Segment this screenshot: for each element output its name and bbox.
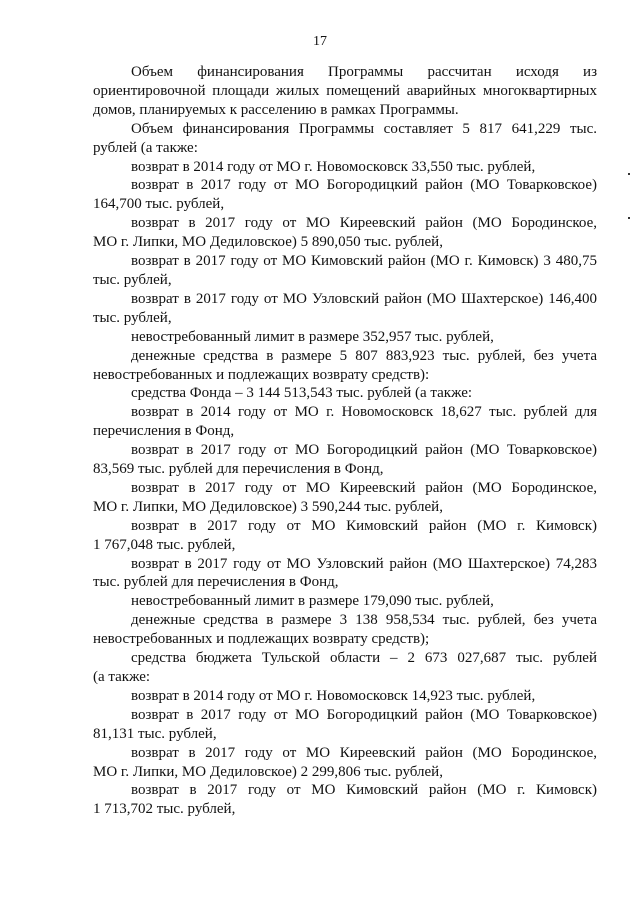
paragraph-first-line: возврат в 2017 году от МО Богородицкий район (МО Товарковское) (131, 177, 597, 194)
paragraph (93, 158, 597, 177)
paragraph (93, 479, 597, 517)
paragraph (93, 120, 597, 158)
paragraph-first-line: возврат в 2014 году от МО г. Новомосковск 14,923 тыс. рублей, (131, 687, 536, 704)
paragraph-first-line: средства бюджета Тульской области – 2 673 027,687 тыс. рублей (131, 650, 597, 667)
paragraph (93, 63, 597, 120)
scan-mark (628, 217, 630, 219)
paragraph-continuation: 1 713,702 тыс. рублей, (93, 801, 236, 818)
paragraph (93, 328, 597, 347)
paragraph (93, 403, 597, 441)
paragraph (93, 517, 597, 555)
paragraph (93, 744, 597, 782)
paragraph-continuation: невостребованных и подлежащих возврату средств): (93, 366, 430, 383)
paragraph-first-line: возврат в 2017 году от МО Кимовский район (МО г. Кимовск) 3 480,75 (131, 253, 597, 270)
paragraph (93, 611, 597, 649)
paragraph-first-line: Объем финансирования Программы рассчитан исходя из (131, 64, 597, 80)
paragraph-first-line: возврат в 2017 году от МО Узловский район (МО Шахтерское) 146,400 (131, 290, 597, 307)
paragraph-continuation: МО г. Липки, МО Дедиловское) 5 890,050 тыс. рублей, (93, 234, 443, 251)
paragraph-continuation: 1 767,048 тыс. рублей, (93, 536, 236, 553)
paragraph-first-line: невостребованный лимит в размере 179,090 тыс. рублей, (131, 593, 494, 610)
paragraph-continuation: 164,700 тыс. рублей, (93, 196, 225, 213)
paragraph-continuation: МО г. Липки, МО Дедиловское) 3 590,244 тыс. рублей, (93, 498, 443, 515)
paragraph (93, 384, 597, 403)
paragraph-first-line: возврат в 2017 году от МО Богородицкий район (МО Товарковское) (131, 706, 597, 723)
paragraph (93, 252, 597, 290)
document-body (93, 63, 597, 819)
paragraph-continuation: невостребованных и подлежащих возврату средств); (93, 631, 430, 648)
paragraph (93, 649, 597, 687)
paragraph (93, 555, 597, 593)
scan-mark (628, 173, 630, 175)
paragraph-first-line: возврат в 2014 году от МО г. Новомосковск 33,550 тыс. рублей, (131, 158, 536, 175)
paragraph (93, 592, 597, 611)
paragraph-continuation: МО г. Липки, МО Дедиловское) 2 299,806 тыс. рублей, (93, 763, 443, 780)
paragraph-continuation: тыс. рублей, (93, 309, 172, 326)
paragraph-first-line: возврат в 2017 году от МО Киреевский район (МО Бородинское, (131, 215, 597, 232)
page-number: 17 (313, 34, 327, 49)
paragraph (93, 290, 597, 328)
paragraph-continuation: 83,569 тыс. рублей для перечисления в Фонд, (93, 461, 384, 478)
paragraph-first-line: средства Фонда – 3 144 513,543 тыс. рублей (а также: (131, 385, 473, 402)
paragraph-first-line: денежные средства в размере 5 807 883,923 тыс. рублей, без учета (131, 347, 597, 364)
paragraph (93, 687, 597, 706)
paragraph-first-line: возврат в 2017 году от МО Киреевский район (МО Бородинское, (131, 479, 597, 496)
paragraph-first-line: возврат в 2017 году от МО Киреевский район (МО Бородинское, (131, 744, 597, 761)
paragraph-first-line: возврат в 2017 году от МО Богородицкий район (МО Товарковское) (131, 442, 597, 459)
paragraph-first-line: возврат в 2017 году от МО Кимовский район (МО г. Кимовск) (131, 517, 597, 534)
paragraph (93, 706, 597, 744)
paragraph (93, 214, 597, 252)
paragraph-continuation: рублей (а также: (93, 139, 198, 156)
paragraph-continuation: ориентировочной площади жилых помещений аварийных многоквартирных домов, планируемых к расселению в рамках Программы. (93, 82, 597, 118)
paragraph-continuation: перечисления в Фонд, (93, 423, 235, 440)
paragraph-continuation: тыс. рублей для перечисления в Фонд, (93, 574, 339, 591)
paragraph (93, 347, 597, 385)
paragraph-first-line: возврат в 2014 году от МО г. Новомосковск 18,627 тыс. рублей для (131, 404, 597, 421)
paragraph-continuation: тыс. рублей, (93, 271, 172, 288)
paragraph (93, 176, 597, 214)
paragraph (93, 781, 597, 819)
paragraph-first-line: возврат в 2017 году от МО Узловский район (МО Шахтерское) 74,283 (131, 555, 597, 572)
paragraph (93, 441, 597, 479)
paragraph-first-line: невостребованный лимит в размере 352,957 тыс. рублей, (131, 328, 494, 345)
paragraph-first-line: Объем финансирования Программы составляет 5 817 641,229 тыс. (131, 120, 597, 137)
paragraph-first-line: денежные средства в размере 3 138 958,534 тыс. рублей, без учета (131, 612, 597, 629)
paragraph-continuation: (а также: (93, 669, 151, 685)
paragraph-first-line: возврат в 2017 году от МО Кимовский район (МО г. Кимовск) (131, 782, 597, 799)
paragraph-continuation: 81,131 тыс. рублей, (93, 725, 217, 742)
